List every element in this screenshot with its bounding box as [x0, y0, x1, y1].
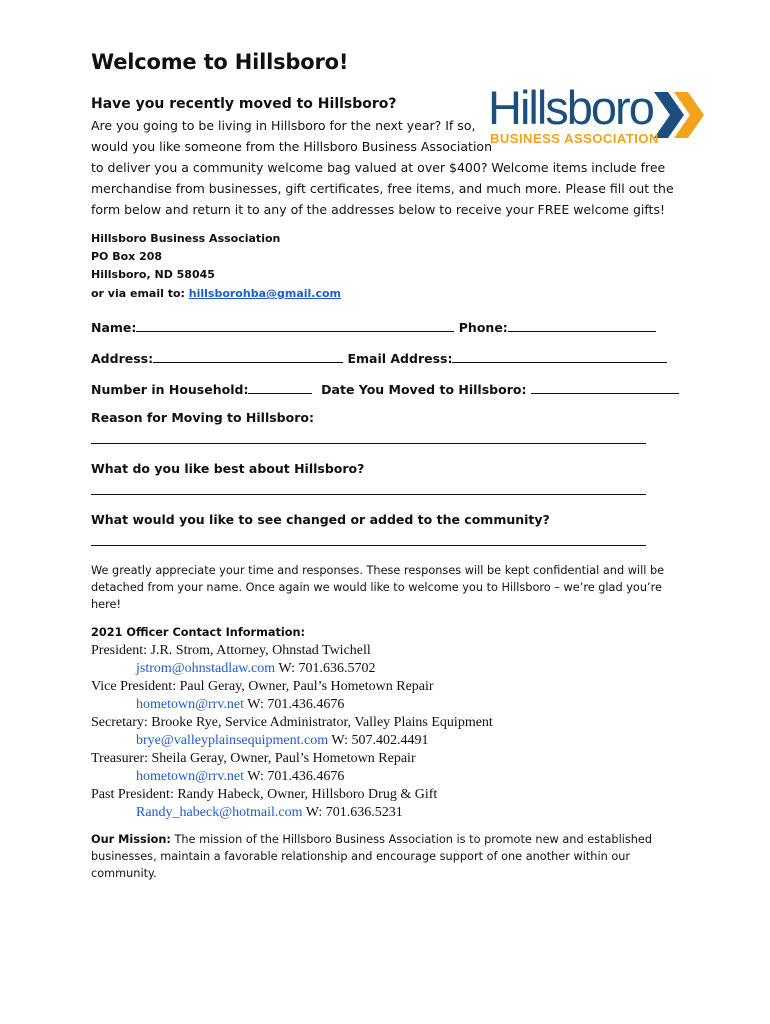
- reason-input-line[interactable]: [91, 443, 646, 444]
- chevron-arrow-icon: [654, 92, 706, 138]
- intro-line: form below and return it to any of the addresses below to receive your FREE welcome gifts!: [91, 202, 665, 217]
- mission-paragraph: [91, 831, 666, 882]
- officer-email-link[interactable]: hometown@rrv.net: [136, 697, 245, 712]
- address-city: Hillsboro, ND 58045: [91, 268, 215, 281]
- name-field-row: [91, 318, 656, 335]
- household-label: Number in Household:: [91, 382, 249, 397]
- officer-email-link[interactable]: brye@valleyplainsequipment.com: [136, 733, 329, 748]
- officer-role: Vice President: Paul Geray, Owner, Paul’s Hometown Repair: [91, 679, 434, 694]
- address-org: Hillsboro Business Association: [91, 232, 281, 245]
- officer-role: Past President: Randy Habeck, Owner, Hillsboro Drug & Gift: [91, 787, 438, 802]
- officer-role: Secretary: Brooke Rye, Service Administrator, Valley Plains Equipment: [91, 715, 493, 730]
- phone-input-line[interactable]: [508, 318, 656, 332]
- changed-input-line[interactable]: [91, 545, 646, 546]
- officer-contact: [136, 733, 428, 749]
- intro-line: merchandise from businesses, gift certificates, free items, and much more. Please fill out the: [91, 181, 674, 196]
- like-best-label: What do you like best about Hillsboro?: [91, 461, 365, 476]
- logo-subtitle: BUSINESS ASSOCIATION: [490, 131, 659, 146]
- address-field-row: [91, 349, 667, 366]
- changed-label: What would you like to see changed or added to the community?: [91, 512, 550, 527]
- officer-phone: W: 701.636.5231: [302, 805, 403, 820]
- officer-role: Treasurer: Sheila Geray, Owner, Paul’s Hometown Repair: [91, 751, 416, 766]
- intro-line: would you like someone from the Hillsboro Business Association: [91, 139, 492, 154]
- page-title: Welcome to Hillsboro!: [91, 50, 349, 74]
- email-prefix: or via email to:: [91, 287, 189, 300]
- intro-line: Are you going to be living in Hillsboro for the next year? If so,: [91, 118, 476, 133]
- email-address-label: Email Address:: [347, 351, 453, 366]
- officer-contact: [136, 661, 375, 677]
- email-input-line[interactable]: [452, 349, 667, 363]
- intro-line: to deliver you a community welcome bag valued at over $400? Welcome items include free: [91, 160, 666, 175]
- address-po: PO Box 208: [91, 250, 163, 263]
- officer-contact: [136, 697, 344, 713]
- address-email-line: [91, 287, 341, 300]
- like-best-input-line[interactable]: [91, 494, 646, 495]
- officer-email-link[interactable]: jstrom@ohnstadlaw.com: [136, 661, 276, 676]
- email-link[interactable]: hillsborohba@gmail.com: [188, 287, 342, 300]
- officer-contact: [136, 769, 344, 785]
- address-input-line[interactable]: [153, 349, 343, 363]
- officer-email-link[interactable]: hometown@rrv.net: [136, 769, 245, 784]
- officer-email-link[interactable]: Randy_habeck@hotmail.com: [136, 805, 303, 820]
- mission-label: Our Mission:: [91, 833, 171, 846]
- date-moved-label: Date You Moved to Hillsboro:: [321, 382, 527, 397]
- officer-phone: W: 507.402.4491: [328, 733, 429, 748]
- officer-contact: [136, 805, 403, 821]
- hillsboro-logo: [488, 81, 706, 150]
- date-moved-input-line[interactable]: [531, 380, 679, 394]
- officer-phone: W: 701.636.5702: [275, 661, 376, 676]
- officer-phone: W: 701.436.4676: [244, 769, 345, 784]
- officers-heading: 2021 Officer Contact Information:: [91, 626, 306, 639]
- officer-phone: W: 701.436.4676: [244, 697, 345, 712]
- logo-name: Hillsboro: [488, 81, 653, 134]
- household-input-line[interactable]: [248, 380, 312, 394]
- mission-text: The mission of the Hillsboro Business Association is to promote new and established businesses, maintain a favorable relationship and encourage support of one another within our community.: [91, 833, 653, 880]
- officer-role: President: J.R. Strom, Attorney, Ohnstad Twichell: [91, 643, 371, 658]
- thanks-paragraph: We greatly appreciate your time and responses. These responses will be kept confidential and will be detached from your name. Once again we would like to welcome you to Hillsboro – we’re glad you’re here!: [91, 564, 665, 611]
- address-label: Address:: [91, 351, 154, 366]
- page-subtitle: Have you recently moved to Hillsboro?: [91, 96, 397, 112]
- household-field-row: [91, 380, 679, 397]
- name-label: Name:: [91, 320, 137, 335]
- name-input-line[interactable]: [136, 318, 454, 332]
- phone-label: Phone:: [458, 320, 508, 335]
- reason-label: Reason for Moving to Hillsboro:: [91, 410, 314, 425]
